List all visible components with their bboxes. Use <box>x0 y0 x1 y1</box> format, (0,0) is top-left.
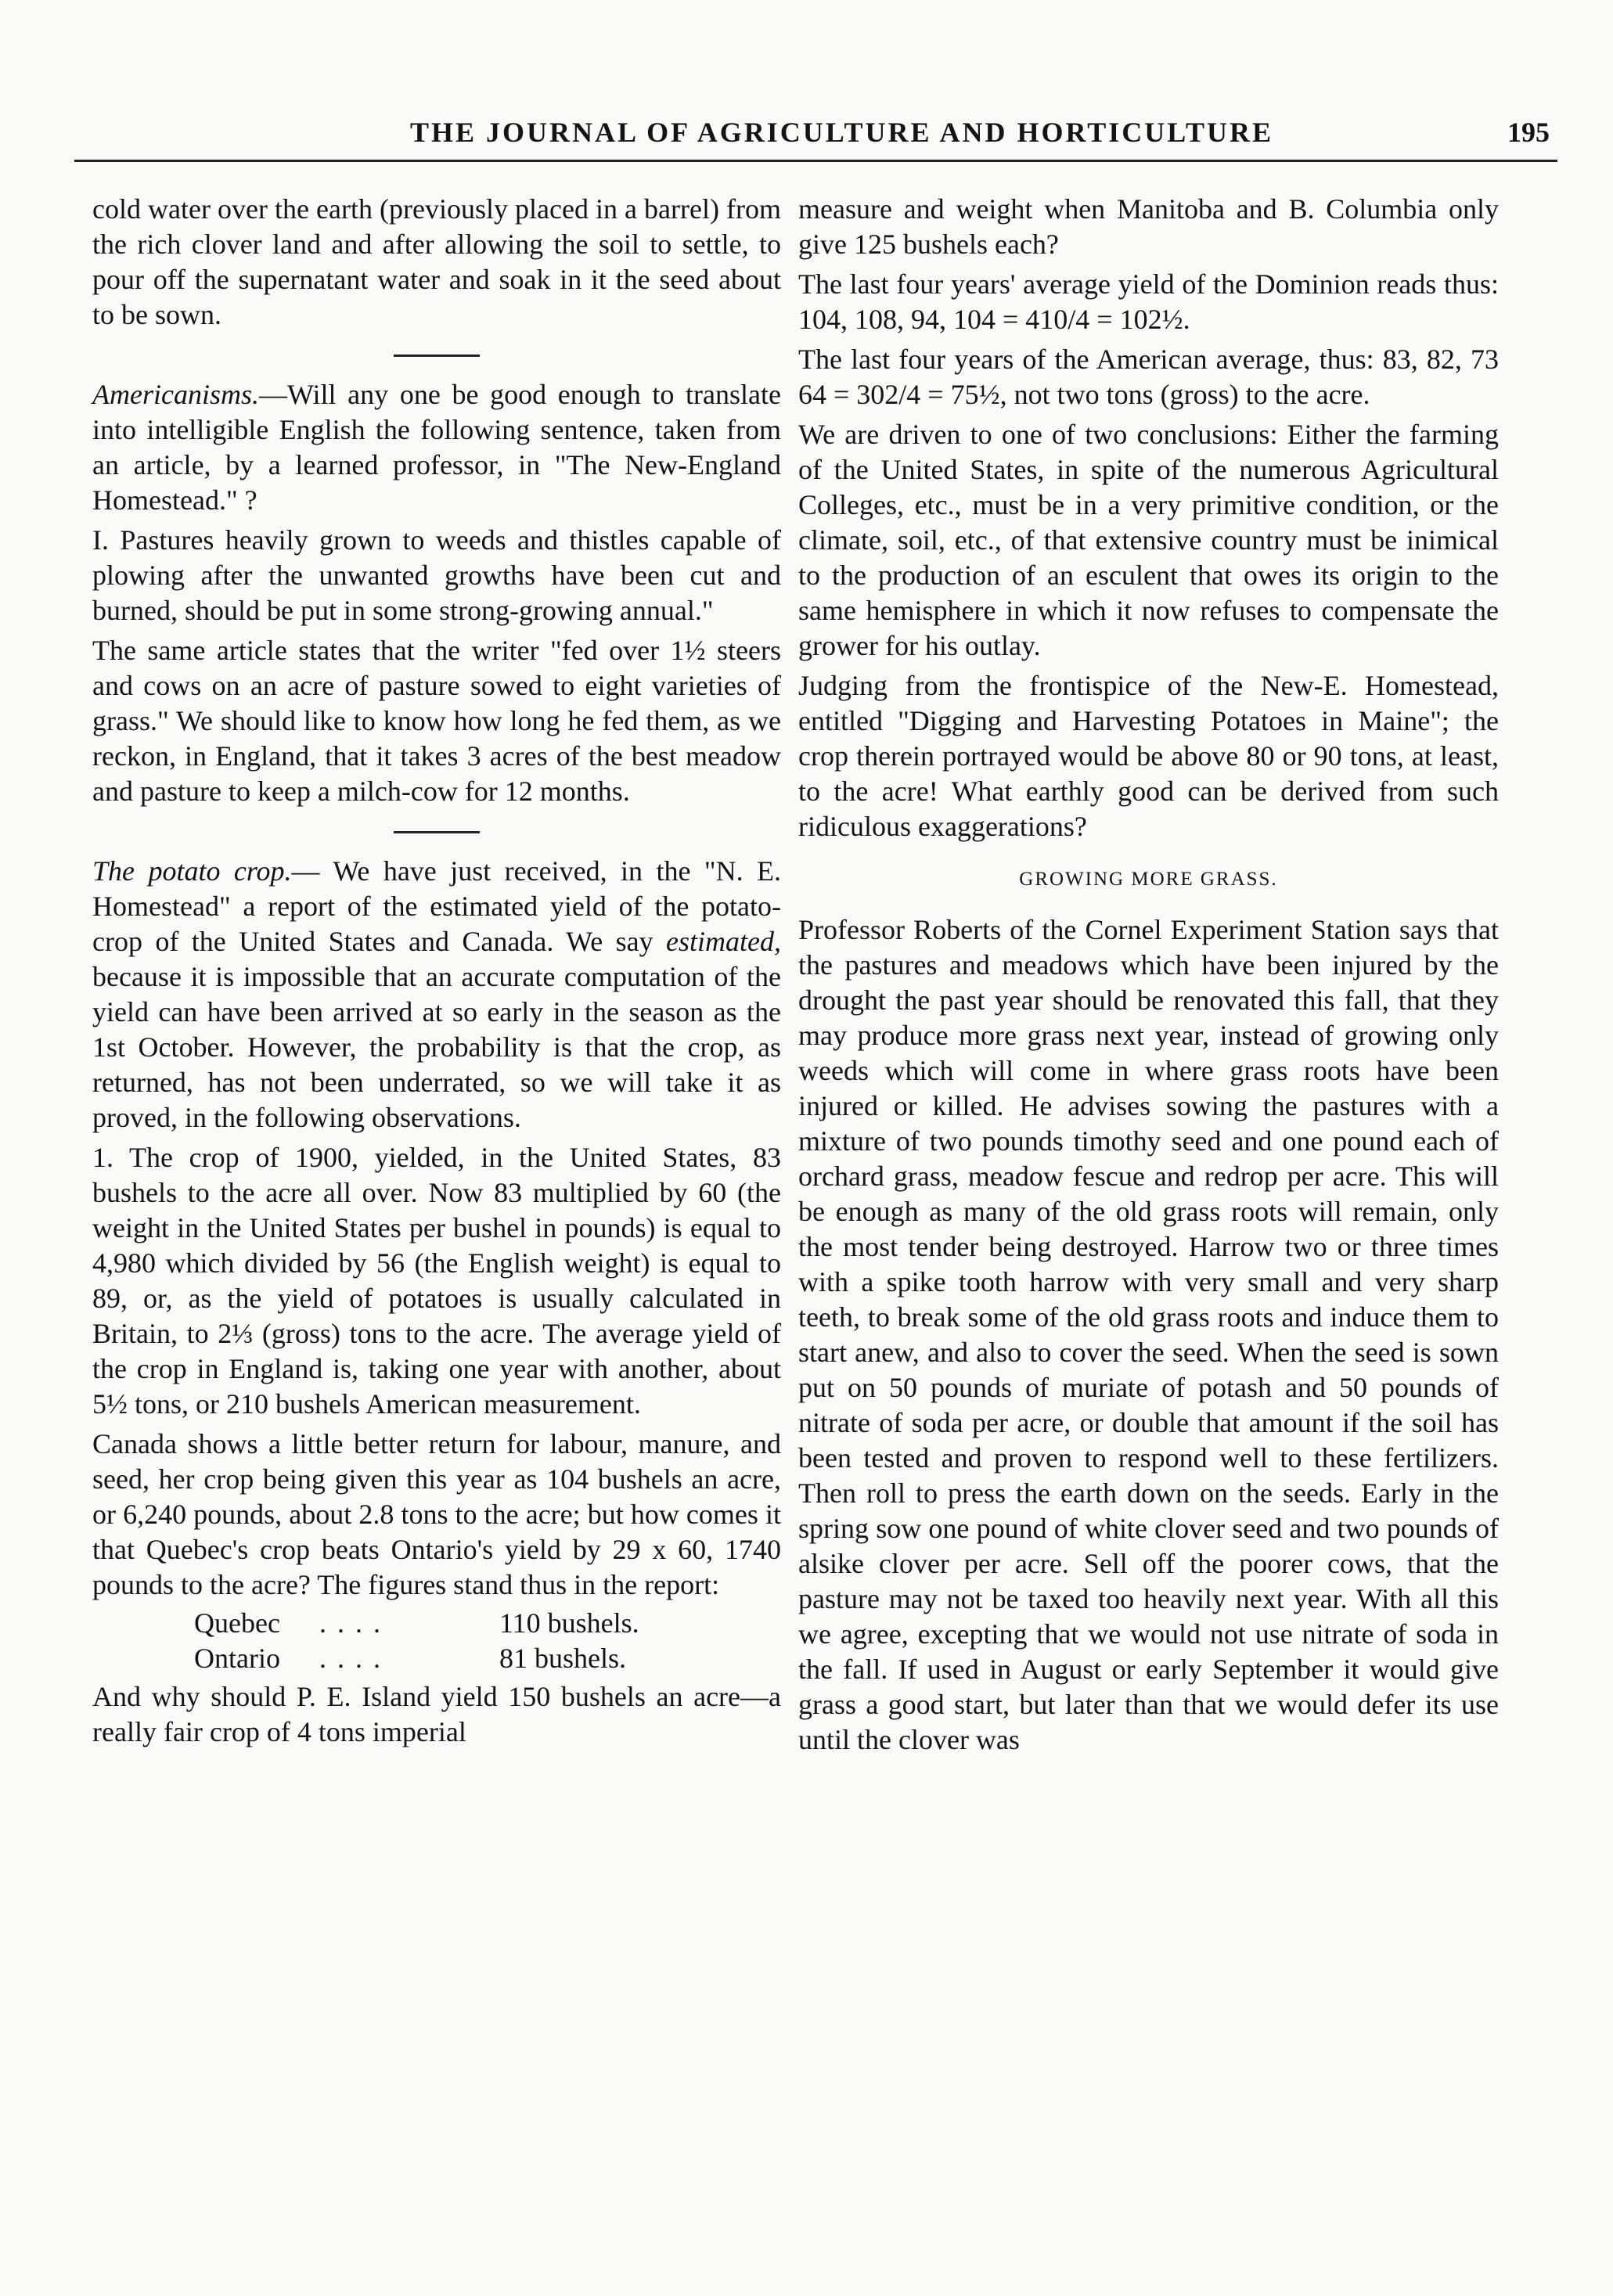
americanisms-lead: Americanisms. <box>92 379 259 410</box>
paragraph-roberts: Professor Roberts of the Cornel Experiment Station says that the pastures and meadows which have been injured by the drought the past year should be renovated this fall, that they may produce more grass next year, instead of growing only weeds which will come in where grass roots have been injured or killed. He advises sowing the pastures with a mixture of two pounds timothy seed and one pound each of orchard grass, meadow fescue and redrop per acre. This will be enough as many of the old grass roots will remain, only the most tender being destroyed. Harrow two or three times with a spike tooth harrow with very small and very sharp teeth, to break some of the old grass roots and induce them to start anew, and also to cover the seed. When the seed is sown put on 50 pounds of muriate of potash and 50 pounds of nitrate of soda per acre, or double that amount if the soil has been tested and proven to respond well to these fertilizers. Then roll to press the earth down on the seeds. Early in the spring sow one pound of white clover seed and two pounds of alsike clover per acre. Sell off the poorer cows, that the pasture may not be taxed too heavily next year. With all this we agree, excepting that we would not use nitrate of soda in the fall. If used in August or early September it would give grass a good start, but later than that we would defer its use until the clover was <box>798 914 1499 1755</box>
paragraph-dominion-average: The last four years' average yield of the Dominion reads thus: 104, 108, 94, 104 = 410/4 = 102½. <box>798 268 1499 335</box>
paragraph-crop-1900: 1. The crop of 1900, yielded, in the United States, 83 bushels to the acre all over. Now 83 multiplied by 60 (the weight in the United States per bushel in pounds) is equal to 4,980 which divided by 56 (the English weight) is equal to 89, or, as the yield of potatoes is usually calculated in Britain, to 2⅓ (gross) tons to the acre. The average yield of the crop in England is, taking one year with another, about 5½ tons, or 210 bushels American measurement. <box>92 1142 781 1420</box>
paragraph-canada: Canada shows a little better return for labour, manure, and seed, her crop being given this year as 104 bushels an acre, or 6,240 pounds, about 2.8 tons to the acre; but how comes it that Quebec's crop beats Ontario's yield by 29 x 60, 1740 pounds to the acre? The figures stand thus in the report: <box>92 1428 781 1600</box>
paragraph-american-average: The last four years of the American average, thus: 83, 82, 73 64 = 302/4 = 75½, not two tons (gross) to the acre. <box>798 344 1499 410</box>
right-column <box>798 192 1499 1758</box>
paragraph-frontispice: Judging from the frontispice of the New-E. Homestead, entitled "Digging and Harvesting Potatoes in Maine"; the crop therein portrayed would be above 80 or 90 tons, at least, to the acre! What earthly good can be derived from such ridiculous exaggerations? <box>798 670 1499 842</box>
report-table <box>92 1606 781 1676</box>
potato-text-2: because it is impossible that an accurate computation of the yield can have been arrived at so early in the season as the 1st October. However, the probability is that the crop, as returned, has not been underrated, so we will take it as proved, in the following observations. <box>92 961 781 1133</box>
running-head <box>74 116 1557 162</box>
report-value: 110 bushels. <box>499 1607 639 1639</box>
left-column <box>92 192 781 1750</box>
report-province: Quebec <box>194 1607 280 1639</box>
section-heading: GROWING MORE GRASS. <box>1019 869 1278 890</box>
potato-emphasis: estimated, <box>666 926 781 957</box>
report-province: Ontario <box>194 1643 280 1674</box>
report-row <box>92 1641 781 1676</box>
journal-title: THE JOURNAL OF AGRICULTURE AND HORTICULTURE <box>410 117 1273 148</box>
report-row <box>92 1606 781 1641</box>
section-divider <box>394 831 480 833</box>
potato-text-1: — We have just received, in the "N. E. Homestead" a report of the estimated yield of the potato-crop of the United States and Canada. We say <box>92 855 781 957</box>
report-value: 81 bushels. <box>499 1643 626 1674</box>
paragraph-cold-water: cold water over the earth (previously placed in a barrel) from the rich clover land and after allowing the soil to settle, to pour off the supernatant water and soak in it the seed about to be sown. <box>92 193 781 330</box>
section-divider <box>394 354 480 357</box>
potato-lead: The potato crop. <box>92 855 292 887</box>
report-leader: .... <box>319 1643 391 1674</box>
paragraph-pei: And why should P. E. Island yield 150 bushels an acre—a really fair crop of 4 tons imperial <box>92 1681 781 1747</box>
report-leader: .... <box>319 1607 391 1639</box>
paragraph-measure: measure and weight when Manitoba and B. Columbia only give 125 bushels each? <box>798 193 1499 260</box>
americanisms-text: —Will any one be good enough to translate into intelligible English the following sentence, taken from an article, by a learned professor, in "The New-England Homestead." ? <box>92 379 781 516</box>
paragraph-steers: The same article states that the writer "fed over 1½ steers and cows on an acre of pasture sowed to eight varieties of grass." We should like to know how long he fed them, as we reckon, in England, that it takes 3 acres of the best meadow and pasture to keep a milch-cow for 12 months. <box>92 635 781 807</box>
paragraph-quote: I. Pastures heavily grown to weeds and thistles capable of plowing after the unwanted growths have been cut and burned, should be put in some strong-growing annual." <box>92 524 781 626</box>
page-number: 195 <box>1507 117 1550 148</box>
paragraph-americanisms <box>92 377 781 518</box>
paragraph-conclusions: We are driven to one of two conclusions: Either the farming of the United States, in spite of the numerous Agricultural Colleges, etc., must be in a very primitive condition, or the climate, soil, etc., of that extensive country must be inimical to the production of an esculent that owes its origin to the same hemisphere in which it now refuses to compensate the grower for his outlay. <box>798 419 1499 661</box>
paragraph-potato-crop <box>92 854 781 1135</box>
